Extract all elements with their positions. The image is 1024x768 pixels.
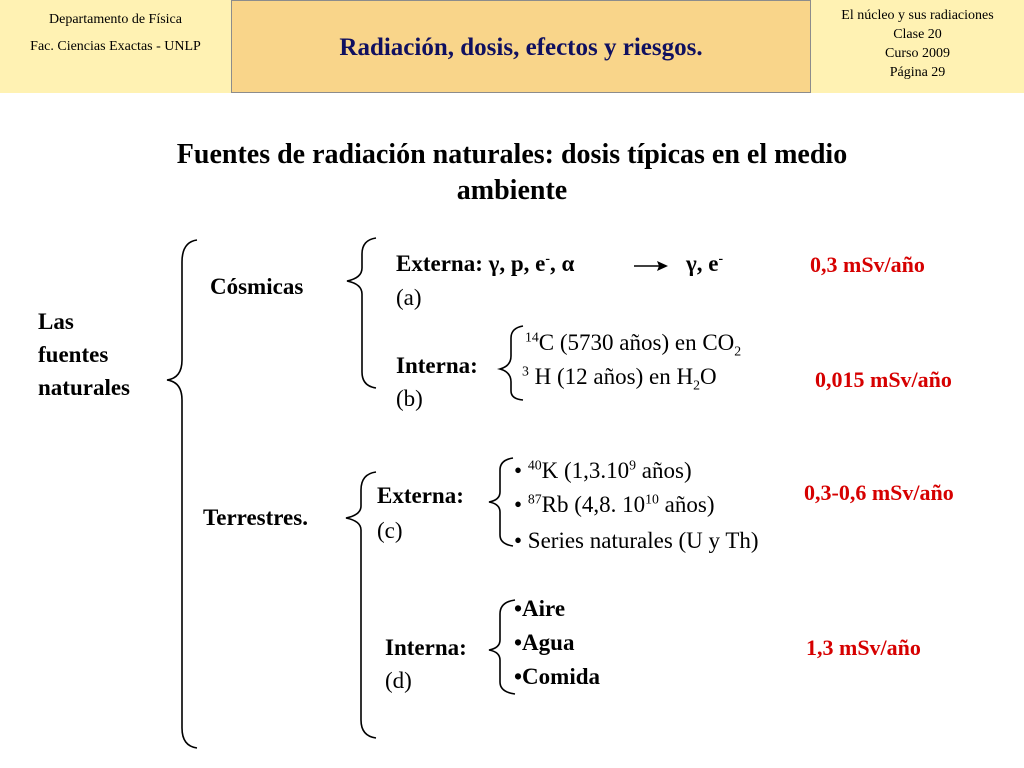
terrestrial-external-tag: (c) [377,518,403,543]
potassium40-text: K (1,3.10 [541,458,630,483]
cosmic-external-line [396,251,574,277]
potassium40-end: años) [636,458,692,483]
cosmic-external-dose: 0,3 mSv/año [810,252,925,277]
slide-title-line1: Fuentes de radiación naturales: dosis típicas en el medio [176,139,848,170]
terrestrial-brace [346,472,376,738]
class-label: Clase 20 [893,27,942,42]
h2o-subscript: 2 [693,377,700,393]
page-number-label: Página 29 [889,65,946,80]
root-label [38,305,130,404]
products-electron-charge: - [718,250,724,266]
cosmic-external-particles [489,251,575,276]
intake-food-item: •Comida [514,664,601,689]
root-label-line2: fuentes [38,342,109,367]
products-text: γ, e [686,251,719,276]
rubidium87-bullet: • [514,492,528,517]
potassium40-exponent: 9 [629,457,637,473]
rubidium87-end: años) [658,492,715,517]
cosmic-label: Cósmicas [210,274,304,299]
terrestrial-external-label: Externa: [377,483,464,508]
carbon14-text: C (5730 años) en CO [538,330,735,355]
cosmic-external-particles-text: γ, p, e [488,251,546,276]
tritium-text: H (12 años) en H [528,364,694,389]
department-label: Departamento de Física [49,12,182,27]
potassium40-item [514,458,692,484]
co2-subscript: 2 [734,343,742,359]
terrestrial-external-dose: 0,3-0,6 mSv/año [804,480,954,505]
header-title: Radiación, dosis, efectos y riesgos. [339,34,703,61]
course-year-label: Curso 2009 [885,46,950,61]
h2o-end: O [699,364,717,389]
rubidium87-mass: 87 [527,491,542,507]
cosmic-internal-brace [500,326,523,400]
alpha-text: , α [550,251,575,276]
potassium40-mass: 40 [527,457,542,473]
cosmic-external-label: Externa: [396,251,483,276]
root-label-line1: Las [38,309,74,334]
slide-title-line2: ambiente [456,175,568,206]
cosmic-internal-tag: (b) [396,386,423,411]
terrestrial-external-brace [489,458,513,546]
potassium40-bullet: • [514,458,528,483]
terrestrial-internal-label: Interna: [385,635,467,660]
tritium-mass: 3 [522,363,529,379]
rubidium87-text: Rb (4,8. 10 [541,492,646,517]
natural-series-item: • Series naturales (U y Th) [514,528,759,553]
terrestrial-internal-brace [489,600,515,694]
intake-air-item: •Aire [514,596,566,621]
rubidium87-exponent: 10 [645,491,659,507]
faculty-label: Fac. Ciencias Exactas - UNLP [30,39,201,54]
root-brace [167,240,197,748]
terrestrial-label: Terrestres. [203,505,308,530]
terrestrial-internal-tag: (d) [385,668,412,693]
electron-charge: - [545,250,550,266]
course-topic-label: El núcleo y sus radiaciones [841,8,994,23]
cosmic-brace [347,238,376,388]
tritium-line [522,363,717,393]
cosmic-internal-label: Interna: [396,353,478,378]
intake-water-item: •Agua [514,630,575,655]
carbon14-line [525,329,742,359]
terrestrial-internal-dose: 1,3 mSv/año [806,635,921,660]
cosmic-internal-dose: 0,015 mSv/año [815,367,952,392]
cosmic-external-products [686,251,723,277]
rubidium87-item [514,492,714,518]
carbon14-mass: 14 [525,329,539,345]
cosmic-external-tag: (a) [396,285,422,310]
root-label-line3: naturales [38,375,130,400]
